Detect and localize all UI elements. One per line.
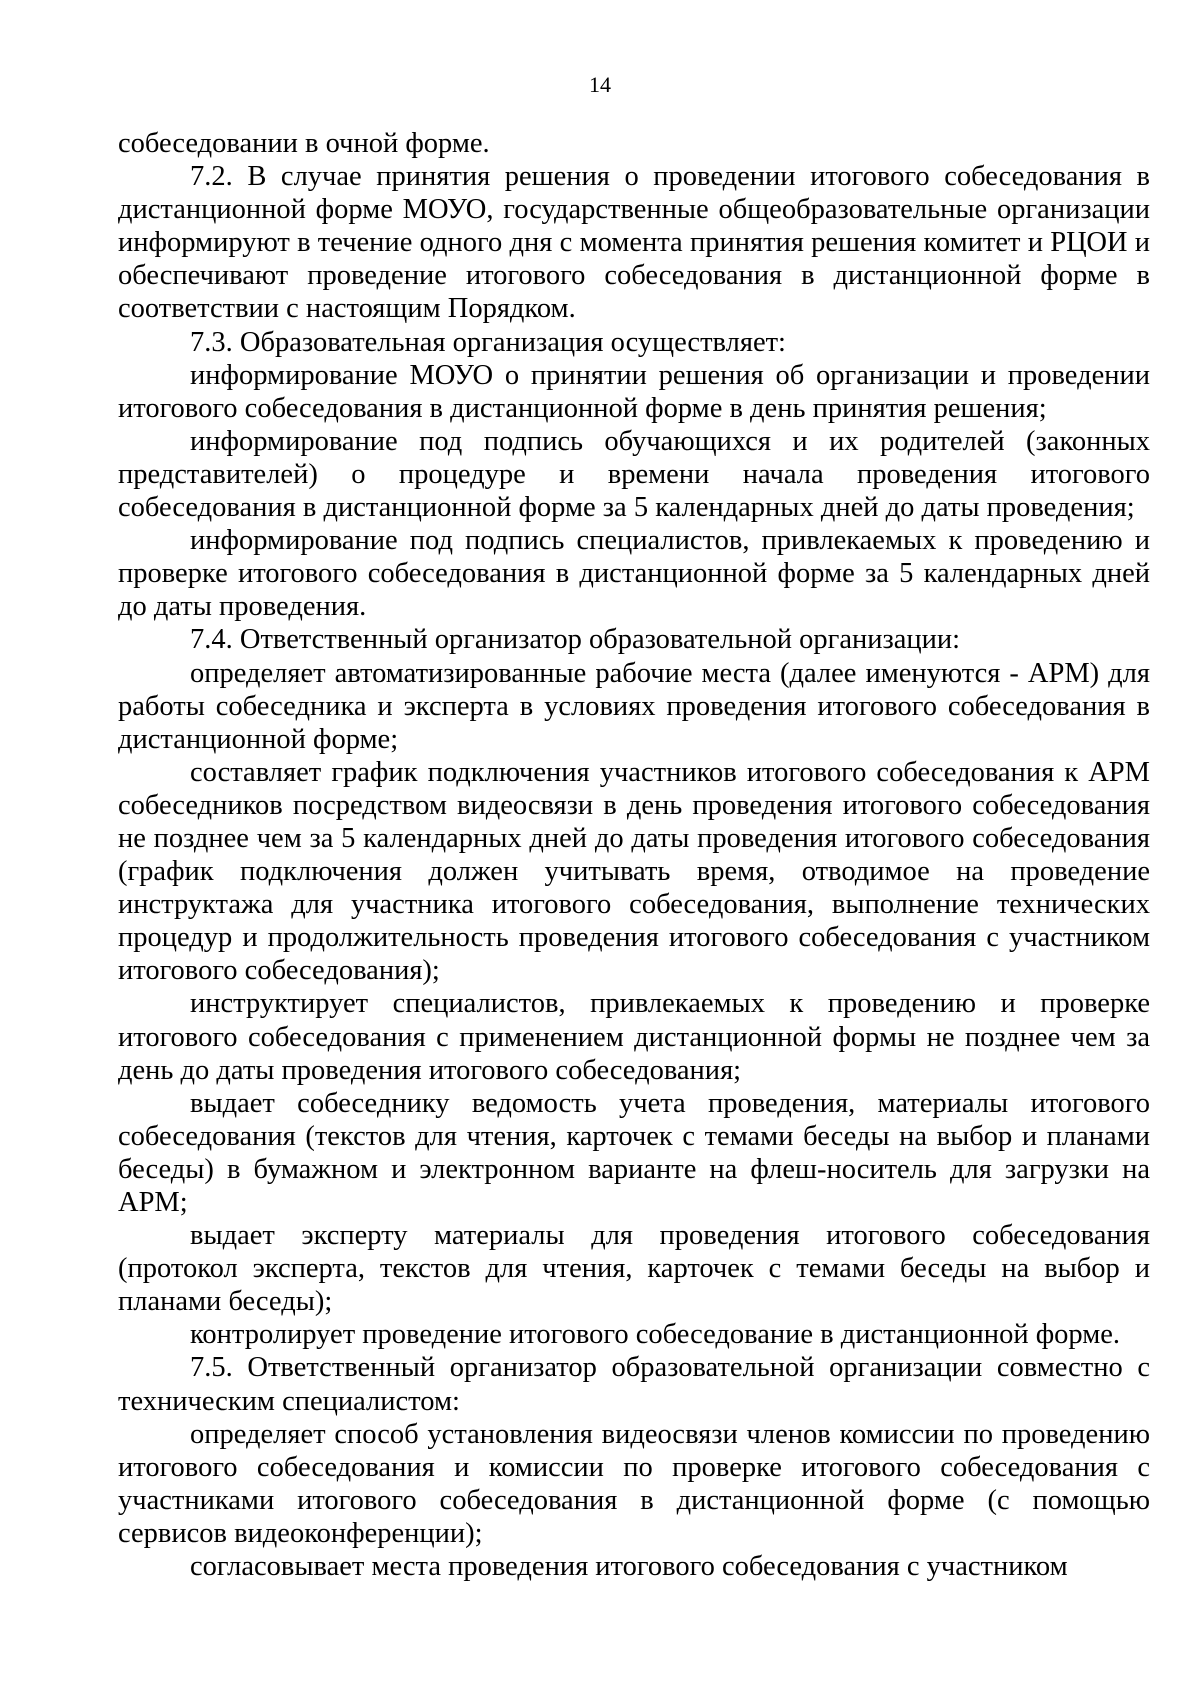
paragraph-continuation: собеседовании в очной форме. <box>118 128 490 159</box>
list-item-issues-expert: выдает эксперту материалы для проведения итогового собеседования (протокол эксперта, текстов для чтения, карточек с темами беседы на выбор и планами беседы); <box>118 1220 1150 1318</box>
paragraph-7-4: 7.4. Ответственный организатор образовательной организации: <box>190 624 961 656</box>
list-item-agrees-places: согласовывает места проведения итогового собеседования с участником <box>190 1551 1068 1583</box>
list-item-inform-mouo: информирование МОУО о принятии решения об организации и проведении итогового собеседования в дистанционной форме в день принятия решения; <box>118 359 1150 424</box>
paragraph-7-5: 7.5. Ответственный организатор образовательной организации совместно с техническим специалистом: <box>118 1352 1150 1417</box>
list-item-issues-interviewer: выдает собеседнику ведомость учета проведения, материалы итогового собеседования (текстов для чтения, карточек с темами беседы на выбор и планами беседы) в бумажном и электронном варианте на флеш-носитель для загрузки на АРМ; <box>118 1087 1150 1218</box>
list-item-controls: контролирует проведение итогового собеседование в дистанционной форме. <box>190 1319 1121 1351</box>
list-item-schedule: составляет график подключения участников итогового собеседования к АРМ собеседников посредством видеосвязи в день проведения итогового собеседования не позднее чем за 5 календарных дней до даты проведения итогового собеседования (график подключения должен учитывать время, отводимое на проведение инструктажа для участника итогового собеседования, выполнение технических процедур и продолжительность проведения итогового собеседования с участником итогового собеседования); <box>118 756 1150 987</box>
list-item-video-method: определяет способ установления видеосвязи членов комиссии по проведению итогового собеседования и комиссии по проверке итогового собеседования с участниками итогового собеседования в дистанционной форме (с помощью сервисов видеоконференции); <box>118 1418 1150 1549</box>
paragraph-7-2: 7.2. В случае принятия решения о проведении итогового собеседования в дистанционной форме МОУО, государственные общеобразовательные организации информируют в течение одного дня с момента принятия решения комитет и РЦОИ и обеспечивают проведение итогового собеседования в дистанционной форме в соответствии с настоящим Порядком. <box>118 161 1150 325</box>
list-item-instructs: инструктирует специалистов, привлекаемых к проведению и проверке итогового собеседования с применением дистанционной формы не позднее чем за день до даты проведения итогового собеседования; <box>118 988 1150 1086</box>
paragraph-7-3: 7.3. Образовательная организация осуществляет: <box>190 326 786 358</box>
page-number: 14 <box>589 72 611 97</box>
list-item-inform-specialists: информирование под подпись специалистов, привлекаемых к проведению и проверке итогового собеседования в дистанционной форме за 5 календарных дней до даты проведения. <box>118 525 1150 623</box>
document-body <box>118 127 1150 1583</box>
list-item-arm: определяет автоматизированные рабочие места (далее именуются - АРМ) для работы собеседника и эксперта в условиях проведения итогового собеседования в дистанционной форме; <box>118 657 1150 755</box>
list-item-inform-students: информирование под подпись обучающихся и их родителей (законных представителей) о процедуре и времени начала проведения итогового собеседования в дистанционной форме за 5 календарных дней до даты проведения; <box>118 425 1150 524</box>
